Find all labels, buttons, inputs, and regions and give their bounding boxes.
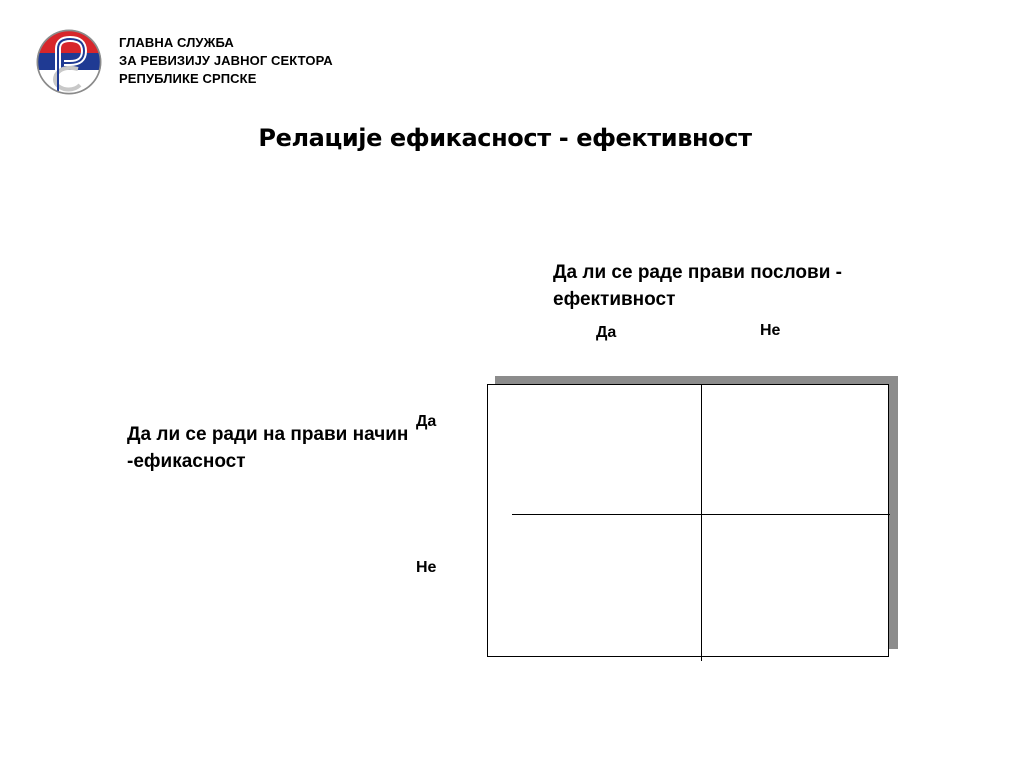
matrix-cell-inefficient-not-effective — [702, 515, 887, 655]
matrix-cell-efficient-effective — [488, 385, 701, 514]
matrix-horizontal-divider — [512, 514, 890, 515]
matrix-cell-inefficient-effective — [488, 515, 701, 655]
row-label-yes: Да — [416, 413, 437, 430]
slide-title: Релације ефикасност - ефективност — [258, 124, 752, 152]
matrix-cell-efficient-not-effective — [702, 385, 887, 514]
column-label-no: Не — [760, 322, 781, 339]
org-line-1: ГЛАВНА СЛУЖБА — [119, 35, 234, 50]
org-line-3: РЕПУБЛИКЕ СРПСКЕ — [119, 71, 257, 86]
organization-name — [119, 34, 333, 88]
efficiency-question: Да ли се ради на прави начин -ефикасност — [127, 424, 409, 472]
matrix-vertical-divider — [701, 384, 702, 661]
column-label-yes: Да — [596, 324, 617, 341]
institution-emblem-icon — [36, 29, 102, 95]
row-label-no: Не — [416, 559, 437, 576]
effectiveness-question: Да ли се раде прави послови - ефективност — [553, 262, 842, 310]
org-line-2: ЗА РЕВИЗИЈУ ЈАВНОГ СЕКТОРА — [119, 53, 333, 68]
